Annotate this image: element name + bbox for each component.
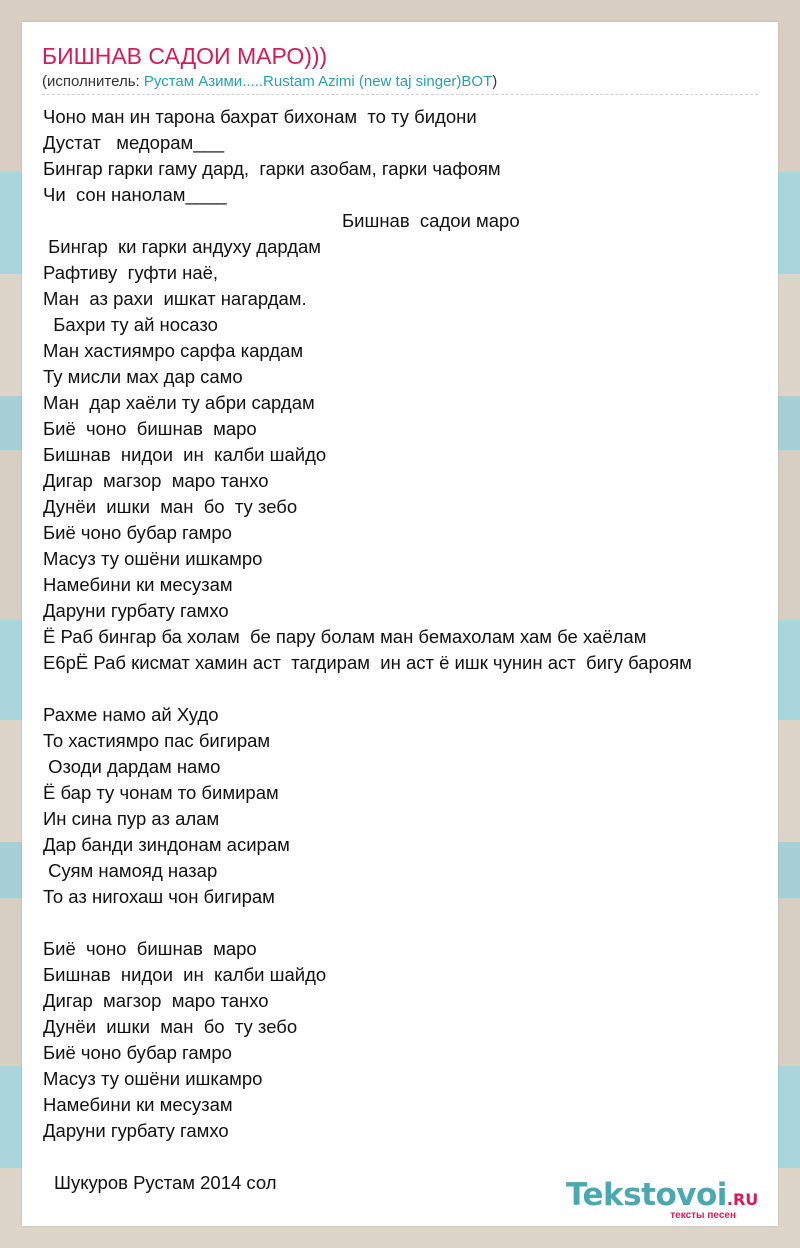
lyrics-card: [22, 22, 778, 1226]
lyric-line: Масуз ту ошёни ишкамро: [43, 1068, 263, 1089]
lyric-line: Масуз ту ошёни ишкамро: [43, 548, 263, 569]
lyric-line: Дигар магзор маро танхо: [43, 990, 269, 1011]
lyric-line: Бишнав нидои ин калби шайдо: [43, 444, 327, 465]
lyric-line: Бишнав садои маро: [342, 210, 520, 231]
lyric-line: [43, 676, 763, 702]
lyric-line: Ту мисли мах дар само: [43, 366, 243, 387]
lyric-line: Дунёи ишки ман бо ту зебо: [43, 496, 298, 517]
lyric-line: Ин сина пур аз алам: [43, 808, 220, 829]
lyric-line: Биё чоно бубар гамро: [43, 522, 232, 543]
signature: Шукуров Рустам 2014 сол: [54, 1172, 277, 1193]
lyric-line: Бингар ки гарки андуху дардам: [43, 236, 322, 257]
lyric-line: Суям намояд назар: [43, 860, 218, 881]
lyric-line: Рафтиву гуфти наё,: [43, 262, 219, 283]
lyric-line: Дигар магзор маро танхо: [43, 470, 269, 491]
lyric-line: Рахме намо ай Худо: [43, 704, 219, 725]
lyric-line: Ё бар ту чонам то бимирам: [43, 782, 279, 803]
logo-main-text: Tekstovoi: [566, 1177, 727, 1213]
artist-line: [42, 73, 497, 91]
lyric-line: Ё Раб бингар ба холам бе пару болам ман бемахолам хам бе хаёлам: [43, 626, 647, 647]
song-title: БИШНАВ САДОИ МАРО))): [42, 43, 328, 69]
lyric-line: То хастиямро пас бигирам: [43, 730, 271, 751]
lyric-line: Намебини ки месузам: [43, 1094, 233, 1115]
lyric-line: Чи сон нанолам____: [43, 184, 227, 205]
artist-prefix: (исполнитель:: [42, 73, 144, 90]
lyric-line: Бингар гарки гаму дард, гарки азобам, гарки чафоям: [43, 158, 501, 179]
lyric-line: Дустат медорам___: [43, 132, 225, 153]
lyric-line: Биё чоно бишнав маро: [43, 938, 257, 959]
lyric-line: [43, 910, 763, 936]
lyric-line: То аз нигохаш чон бигирам: [43, 886, 275, 907]
artist-suffix: ): [492, 73, 498, 90]
lyric-line: Биё чоно бубар гамро: [43, 1042, 232, 1063]
lyric-line: Чоно ман ин тарона бахрат бихонам то ту бидони: [43, 106, 477, 127]
header-divider: [42, 94, 758, 95]
lyric-line: Намебини ки месузам: [43, 574, 233, 595]
lyric-line: Озоди дардам намо: [43, 756, 221, 777]
lyric-line: Е6рЁ Раб кисмат хамин аст тагдирам ин аст ё ишк чунин аст бигу бароям: [43, 652, 692, 673]
lyric-line: Биё чоно бишнав маро: [43, 418, 257, 439]
site-logo[interactable]: [566, 1178, 772, 1224]
lyric-line: Дунёи ишки ман бо ту зебо: [43, 1016, 298, 1037]
lyric-line: Бишнав нидои ин калби шайдо: [43, 964, 327, 985]
lyric-line: Ман хастиямро сарфа кардам: [43, 340, 304, 361]
lyric-line: Даруни гурбату гамхо: [43, 1120, 229, 1141]
lyric-line: Бахри ту ай носазо: [43, 314, 218, 335]
logo-tld: .RU: [726, 1190, 759, 1209]
lyric-line: Даруни гурбату гамхо: [43, 600, 229, 621]
lyric-line: Дар банди зиндонам асирам: [43, 834, 290, 855]
lyrics-body: [43, 104, 763, 1144]
lyric-line: Ман дар хаёли ту абри сардам: [43, 392, 315, 413]
logo-subtitle: тексты песен: [670, 1210, 736, 1221]
artist-link[interactable]: Рустам Азими.....Rustam Azimi (new taj singer)BOT: [143, 73, 493, 90]
lyric-line: Ман аз рахи ишкат нагардам.: [43, 288, 307, 309]
